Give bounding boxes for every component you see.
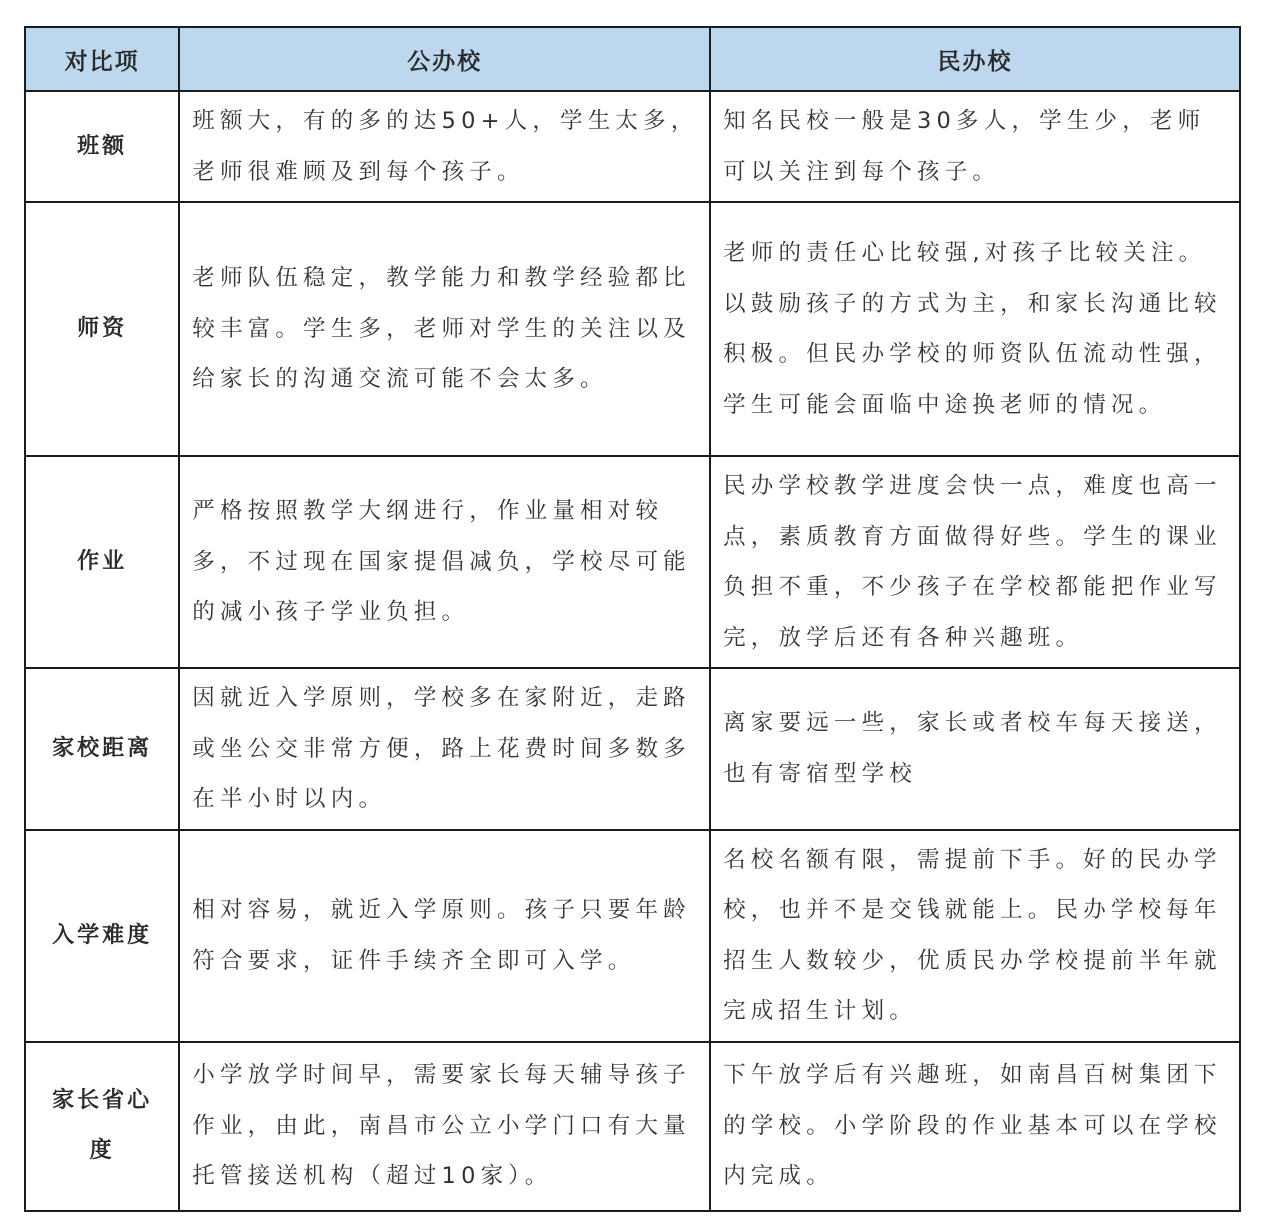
row-item-admission-difficulty: 入学难度 [25, 830, 179, 1042]
public-cell: 小学放学时间早，需要家长每天辅导孩子作业，由此，南昌市公立小学门口有大量托管接送机构（超过10家）。 [179, 1042, 710, 1211]
table-row [25, 830, 1240, 1042]
table-row [25, 456, 1240, 668]
public-cell: 相对容易，就近入学原则。孩子只要年龄符合要求，证件手续齐全即可入学。 [179, 830, 710, 1042]
table-body [25, 91, 1240, 1211]
row-item-class-size: 班额 [25, 91, 179, 202]
table-row [25, 202, 1240, 456]
row-item-teachers: 师资 [25, 202, 179, 456]
header-item: 对比项 [25, 27, 179, 91]
header-row [25, 27, 1240, 91]
public-cell: 班额大，有的多的达50+人，学生太多，老师很难顾及到每个孩子。 [179, 91, 710, 202]
private-cell: 老师的责任心比较强,对孩子比较关注。以鼓励孩子的方式为主，和家长沟通比较积极。但民办学校的师资队伍流动性强，学生可能会面临中途换老师的情况。 [710, 202, 1240, 456]
private-cell: 名校名额有限，需提前下手。好的民办学校，也并不是交钱就能上。民办学校每年招生人数较少，优质民办学校提前半年就完成招生计划。 [710, 830, 1240, 1042]
table-row [25, 1042, 1240, 1211]
table-row [25, 668, 1240, 830]
public-cell: 老师队伍稳定，教学能力和教学经验都比较丰富。学生多，老师对学生的关注以及给家长的沟通交流可能不会太多。 [179, 202, 710, 456]
row-item-homework: 作业 [25, 456, 179, 668]
public-cell: 因就近入学原则，学校多在家附近，走路或坐公交非常方便，路上花费时间多数多在半小时以内。 [179, 668, 710, 830]
row-item-parent-ease: 家长省心度 [25, 1042, 179, 1211]
private-cell: 民办学校教学进度会快一点，难度也高一点，素质教育方面做得好些。学生的课业负担不重，不少孩子在学校都能把作业写完，放学后还有各种兴趣班。 [710, 456, 1240, 668]
table-row [25, 91, 1240, 202]
comparison-table [24, 26, 1241, 1212]
header-private-school: 民办校 [710, 27, 1240, 91]
row-item-distance: 家校距离 [25, 668, 179, 830]
private-cell: 下午放学后有兴趣班，如南昌百树集团下的学校。小学阶段的作业基本可以在学校内完成。 [710, 1042, 1240, 1211]
private-cell: 离家要远一些，家长或者校车每天接送，也有寄宿型学校 [710, 668, 1240, 830]
table-header [25, 27, 1240, 91]
header-public-school: 公办校 [179, 27, 710, 91]
private-cell: 知名民校一般是30多人，学生少，老师可以关注到每个孩子。 [710, 91, 1240, 202]
public-cell: 严格按照教学大纲进行，作业量相对较多，不过现在国家提倡减负，学校尽可能的减小孩子学业负担。 [179, 456, 710, 668]
